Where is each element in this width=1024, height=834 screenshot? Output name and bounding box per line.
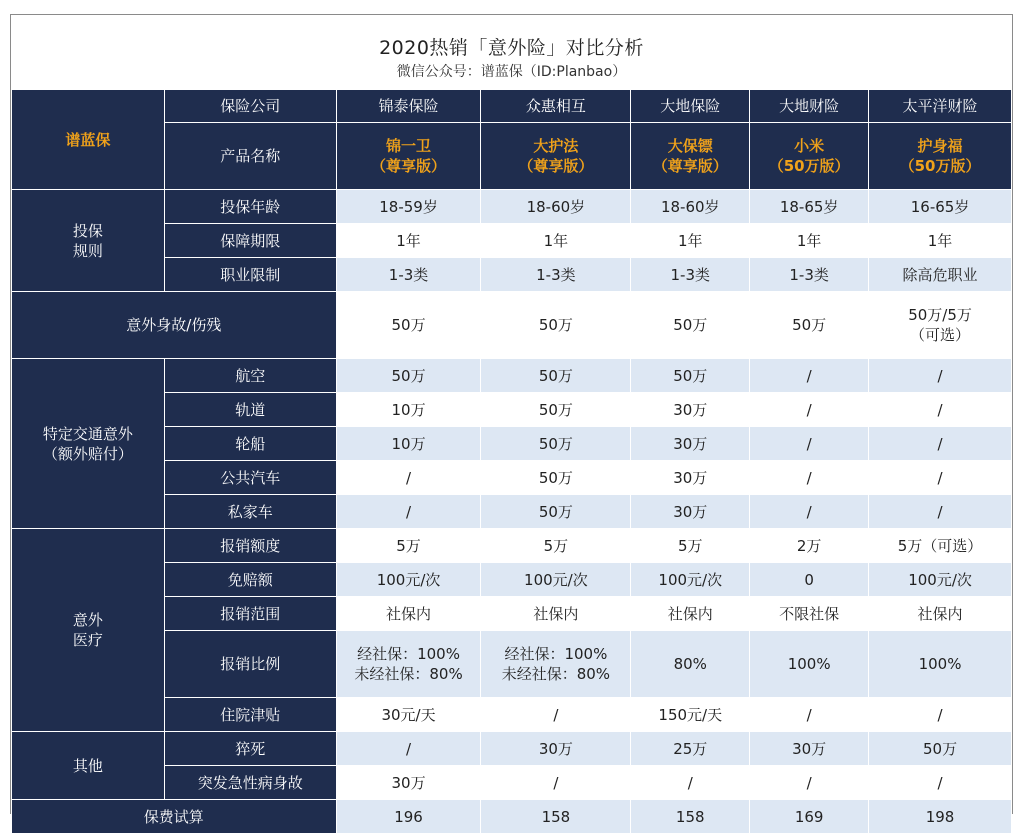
table-cell: 1-3类 <box>631 258 750 292</box>
row-label: 保障期限 <box>164 224 336 258</box>
table-cell: / <box>750 359 869 393</box>
table-cell: / <box>750 427 869 461</box>
product-name: 护身福 （50万版） <box>869 123 1012 190</box>
table-cell: 50万 <box>336 292 481 359</box>
table-cell: 5万 <box>336 529 481 563</box>
table-cell: 30万 <box>631 393 750 427</box>
company-name: 大地财险 <box>750 90 869 123</box>
table-cell: 169 <box>750 800 869 834</box>
table-cell: 50万 <box>481 495 631 529</box>
table-cell: 150元/天 <box>631 698 750 732</box>
section-label: 意外 医疗 <box>12 529 165 732</box>
table-cell: 经社保：100% 未经社保：80% <box>336 631 481 698</box>
table-cell: 1年 <box>336 224 481 258</box>
row-label: 免赔额 <box>164 563 336 597</box>
table-cell: / <box>869 698 1012 732</box>
table-cell: 100% <box>750 631 869 698</box>
table-cell: 18-59岁 <box>336 190 481 224</box>
company-name: 众惠相互 <box>481 90 631 123</box>
table-cell: / <box>869 461 1012 495</box>
row-label: 突发急性病身故 <box>164 766 336 800</box>
table-cell: 1-3类 <box>750 258 869 292</box>
table-cell: 158 <box>481 800 631 834</box>
row-label: 报销比例 <box>164 631 336 698</box>
table-cell: / <box>631 766 750 800</box>
table-row <box>12 529 1012 563</box>
table-cell: 社保内 <box>481 597 631 631</box>
table-cell: 1-3类 <box>336 258 481 292</box>
table-cell: 30元/天 <box>336 698 481 732</box>
table-cell: 196 <box>336 800 481 834</box>
header-label: 保险公司 <box>164 90 336 123</box>
section-label: 其他 <box>12 732 165 800</box>
table-cell: 50万 <box>869 732 1012 766</box>
table-row <box>12 190 1012 224</box>
table-cell: 10万 <box>336 427 481 461</box>
table-cell: 16-65岁 <box>869 190 1012 224</box>
product-name: 锦一卫 （尊享版） <box>336 123 481 190</box>
table-cell: 1年 <box>481 224 631 258</box>
table-cell: / <box>336 495 481 529</box>
table-cell: 50万 <box>631 359 750 393</box>
table-cell: 30万 <box>750 732 869 766</box>
table-cell: / <box>481 766 631 800</box>
table-cell: 社保内 <box>869 597 1012 631</box>
table-cell: 18-60岁 <box>481 190 631 224</box>
table-cell: 经社保：100% 未经社保：80% <box>481 631 631 698</box>
table-cell: 50万/5万 （可选） <box>869 292 1012 359</box>
table-cell: / <box>869 495 1012 529</box>
section-label: 意外身故/伤残 <box>12 292 337 359</box>
table-cell: 10万 <box>336 393 481 427</box>
table-cell: 0 <box>750 563 869 597</box>
table-cell: 30万 <box>631 495 750 529</box>
company-name: 锦泰保险 <box>336 90 481 123</box>
product-name: 小米 （50万版） <box>750 123 869 190</box>
table-cell: 1年 <box>750 224 869 258</box>
table-cell: 50万 <box>481 292 631 359</box>
row-label: 报销额度 <box>164 529 336 563</box>
table-cell: 5万（可选） <box>869 529 1012 563</box>
table-cell: 100元/次 <box>631 563 750 597</box>
table-cell: 30万 <box>481 732 631 766</box>
table-cell: / <box>481 698 631 732</box>
row-label: 住院津贴 <box>164 698 336 732</box>
table-row <box>12 732 1012 766</box>
row-label: 公共汽车 <box>164 461 336 495</box>
table-cell: 50万 <box>481 427 631 461</box>
table-cell: / <box>869 359 1012 393</box>
row-label: 报销范围 <box>164 597 336 631</box>
row-label: 航空 <box>164 359 336 393</box>
table-cell: / <box>750 495 869 529</box>
table-cell: 社保内 <box>336 597 481 631</box>
section-label: 投保 规则 <box>12 190 165 292</box>
row-label: 猝死 <box>164 732 336 766</box>
brand-cell: 谱蓝保 <box>12 90 165 190</box>
table-cell: / <box>750 393 869 427</box>
table-cell: 80% <box>631 631 750 698</box>
table-row <box>12 292 1012 359</box>
table-cell: 50万 <box>481 359 631 393</box>
table-cell: 18-65岁 <box>750 190 869 224</box>
table-cell: 除高危职业 <box>869 258 1012 292</box>
page-title: 2020热销「意外险」对比分析 <box>379 37 644 59</box>
product-name: 大保镖 （尊享版） <box>631 123 750 190</box>
company-name: 太平洋财险 <box>869 90 1012 123</box>
company-name: 大地保险 <box>631 90 750 123</box>
table-cell: 100元/次 <box>481 563 631 597</box>
table-cell: 2万 <box>750 529 869 563</box>
comparison-sheet <box>10 14 1013 826</box>
comparison-table <box>11 89 1012 834</box>
table-cell: 50万 <box>481 461 631 495</box>
table-cell: 5万 <box>481 529 631 563</box>
table-cell: 30万 <box>336 766 481 800</box>
row-label: 投保年龄 <box>164 190 336 224</box>
header-label: 产品名称 <box>164 123 336 190</box>
section-label: 特定交通意外 （额外赔付） <box>12 359 165 529</box>
table-cell: 1-3类 <box>481 258 631 292</box>
table-cell: / <box>750 698 869 732</box>
table-cell: 5万 <box>631 529 750 563</box>
table-cell: 25万 <box>631 732 750 766</box>
table-cell: 50万 <box>336 359 481 393</box>
company-row <box>12 90 1012 123</box>
table-row <box>12 800 1012 834</box>
row-label: 职业限制 <box>164 258 336 292</box>
table-cell: / <box>750 766 869 800</box>
table-cell: / <box>336 461 481 495</box>
table-cell: / <box>336 732 481 766</box>
table-cell: / <box>869 766 1012 800</box>
table-cell: 社保内 <box>631 597 750 631</box>
table-cell: 1年 <box>631 224 750 258</box>
table-cell: 18-60岁 <box>631 190 750 224</box>
page-subtitle: 微信公众号：谱蓝保（ID:Planbao） <box>396 64 627 80</box>
table-cell: / <box>869 427 1012 461</box>
table-cell: 100元/次 <box>869 563 1012 597</box>
table-cell: 100元/次 <box>336 563 481 597</box>
table-cell: 不限社保 <box>750 597 869 631</box>
row-label: 私家车 <box>164 495 336 529</box>
table-cell: / <box>869 393 1012 427</box>
table-cell: / <box>750 461 869 495</box>
row-label: 轮船 <box>164 427 336 461</box>
section-label: 保费试算 <box>12 800 337 834</box>
table-row <box>12 359 1012 393</box>
table-cell: 50万 <box>631 292 750 359</box>
table-cell: 1年 <box>869 224 1012 258</box>
table-cell: 50万 <box>481 393 631 427</box>
table-cell: 30万 <box>631 461 750 495</box>
title-area <box>11 15 1012 89</box>
table-cell: 100% <box>869 631 1012 698</box>
row-label: 轨道 <box>164 393 336 427</box>
table-cell: 30万 <box>631 427 750 461</box>
table-cell: 50万 <box>750 292 869 359</box>
table-cell: 198 <box>869 800 1012 834</box>
product-name: 大护法 （尊享版） <box>481 123 631 190</box>
table-cell: 158 <box>631 800 750 834</box>
